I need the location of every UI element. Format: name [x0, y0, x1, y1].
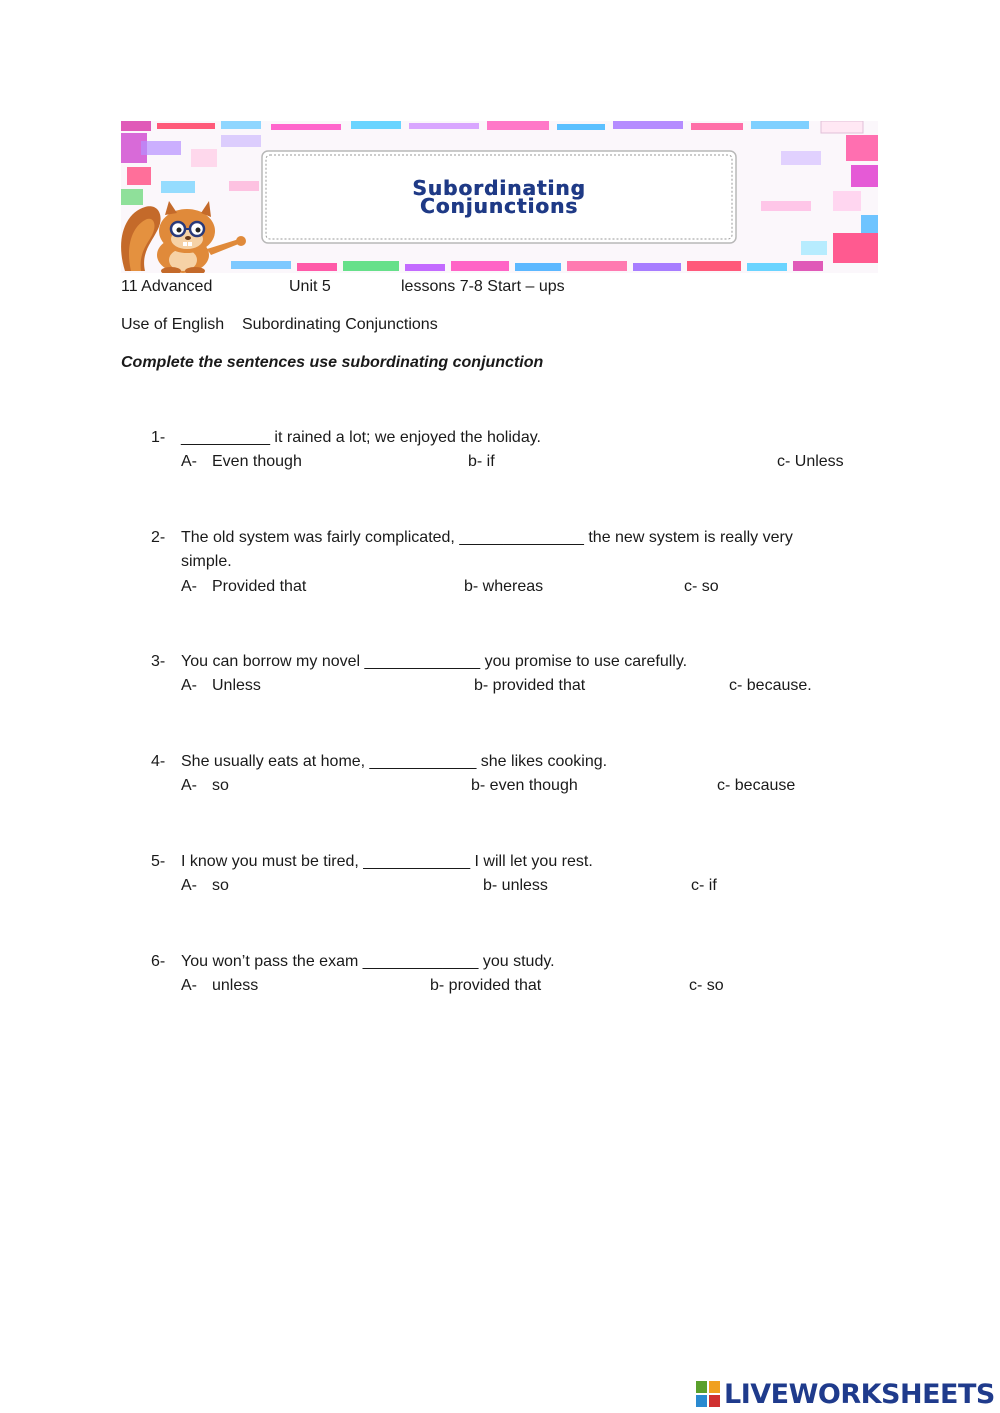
- question-number: 3-: [151, 653, 166, 670]
- banner-title: [262, 151, 736, 243]
- option-b[interactable]: b- provided that: [474, 677, 586, 694]
- question-text[interactable]: You can borrow my novel _____________ you promise to use carefully.: [181, 653, 688, 670]
- option-a-label: A-: [181, 578, 197, 595]
- question-number: 6-: [151, 953, 166, 970]
- option-b[interactable]: b- even though: [471, 777, 578, 794]
- question-number: 5-: [151, 853, 166, 870]
- option-a-label: A-: [181, 877, 197, 894]
- option-c[interactable]: c- so: [689, 977, 724, 994]
- option-c[interactable]: c- so: [684, 578, 719, 595]
- banner-title-line2: Conjunctions: [419, 194, 579, 218]
- instructions: Complete the sentences use subordinating conjunction: [121, 354, 544, 371]
- squirrel-mascot-icon: [121, 201, 246, 273]
- option-a[interactable]: Even though: [212, 453, 302, 470]
- question-text[interactable]: __________ it rained a lot; we enjoyed the holiday.: [181, 429, 541, 446]
- question-text[interactable]: You won’t pass the exam _____________ you study.: [181, 953, 555, 970]
- header-lessons: lessons 7-8 Start – ups: [401, 278, 565, 295]
- option-a-label: A-: [181, 777, 197, 794]
- question-text[interactable]: The old system was fairly complicated, ______________ the new system is really very: [181, 529, 793, 546]
- liveworksheets-badge-icon: [696, 1381, 720, 1407]
- liveworksheets-brand: LIVEWORKSHEETS: [724, 1378, 995, 1410]
- option-c[interactable]: c- if: [691, 877, 717, 894]
- option-a-label: A-: [181, 677, 197, 694]
- worksheet-banner: [121, 121, 878, 273]
- option-a[interactable]: unless: [212, 977, 259, 994]
- question-number: 1-: [151, 429, 166, 446]
- question-number: 2-: [151, 529, 166, 546]
- option-b[interactable]: b- whereas: [464, 578, 544, 595]
- banner-title-line1: Subordinating: [412, 176, 586, 200]
- option-a[interactable]: so: [212, 777, 229, 794]
- option-c[interactable]: c- because.: [729, 677, 812, 694]
- option-a[interactable]: so: [212, 877, 229, 894]
- option-a-label: A-: [181, 977, 197, 994]
- header-topic: Subordinating Conjunctions: [242, 316, 438, 333]
- header-unit: Unit 5: [289, 278, 331, 295]
- option-a[interactable]: Provided that: [212, 578, 307, 595]
- header-section: Use of English: [121, 316, 225, 333]
- option-b[interactable]: b- provided that: [430, 977, 542, 994]
- option-b[interactable]: b- if: [468, 453, 495, 470]
- header-level: 11 Advanced: [121, 278, 213, 295]
- question-number: 4-: [151, 753, 166, 770]
- option-c[interactable]: c- Unless: [777, 453, 844, 470]
- question-text[interactable]: I know you must be tired, ____________ I will let you rest.: [181, 853, 593, 870]
- liveworksheets-logo: [696, 1377, 995, 1411]
- option-c[interactable]: c- because: [717, 777, 796, 794]
- question-text-continued: simple.: [181, 553, 232, 570]
- question-text[interactable]: She usually eats at home, ____________ she likes cooking.: [181, 753, 608, 770]
- option-a-label: A-: [181, 453, 197, 470]
- option-a[interactable]: Unless: [212, 677, 261, 694]
- option-b[interactable]: b- unless: [483, 877, 548, 894]
